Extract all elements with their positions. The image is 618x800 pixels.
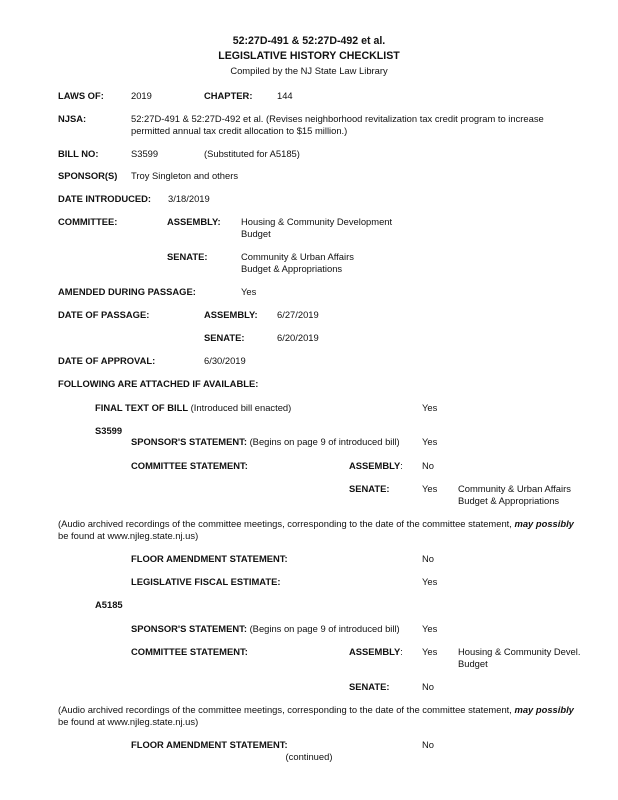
s3599-floor-value: No: [422, 553, 434, 564]
final-text-note: (Introduced bill enacted): [190, 402, 292, 413]
a5185-floor-label: FLOOR AMENDMENT STATEMENT:: [131, 739, 288, 750]
a5185-senate-label: SENATE:: [349, 681, 390, 692]
document-subtitle: LEGISLATIVE HISTORY CHECKLIST: [218, 50, 400, 62]
laws-of-value: 2019: [131, 90, 152, 101]
s3599-assembly-value: No: [422, 460, 434, 471]
s3599-fiscal-label: LEGISLATIVE FISCAL ESTIMATE:: [131, 576, 281, 587]
njsa-label: NJSA:: [58, 113, 87, 124]
s3599-senate-committee-line1: Community & Urban Affairs: [458, 483, 571, 494]
continued-note: (continued): [285, 751, 333, 762]
s3599-sponsor-label: SPONSOR'S STATEMENT:: [131, 436, 247, 447]
s3599-committee-label: COMMITTEE STATEMENT:: [131, 460, 248, 471]
s3599-assembly-row: [349, 460, 403, 471]
final-text-value: Yes: [422, 402, 438, 413]
a5185-heading: A5185: [95, 599, 123, 610]
a5185-assembly-committee-line1: Housing & Community Devel.: [458, 646, 581, 657]
date-introduced-value: 3/18/2019: [168, 193, 210, 204]
a5185-sponsor-note: (Begins on page 9 of introduced bill): [249, 623, 400, 634]
committee-label: COMMITTEE:: [58, 216, 118, 227]
a5185-audio-note-line2: be found at www.njleg.state.nj.us): [58, 716, 199, 727]
passage-senate-value: 6/20/2019: [277, 332, 319, 343]
document-title: 52:27D-491 & 52:27D-492 et al.: [232, 35, 386, 47]
s3599-audio-note-line2: be found at www.njleg.state.nj.us): [58, 530, 199, 541]
a5185-assembly-value: Yes: [422, 646, 438, 657]
a5185-assembly-colon: :: [400, 646, 403, 657]
s3599-sponsor-value: Yes: [422, 436, 438, 447]
s3599-audio-note-line1: (Audio archived recordings of the committee meetings, corresponding to the date of the committee statement, may possibly: [58, 518, 574, 529]
s3599-assembly-label: ASSEMBLY: [349, 460, 401, 471]
bill-no-note: (Substituted for A5185): [204, 148, 300, 159]
passage-assembly-value: 6/27/2019: [277, 309, 319, 320]
bill-no-value: S3599: [131, 148, 159, 159]
amended-value: Yes: [241, 286, 257, 297]
sponsors-value: Troy Singleton and others: [131, 170, 239, 181]
laws-of-label: LAWS OF:: [58, 90, 104, 101]
a5185-senate-value: No: [422, 681, 434, 692]
may-possibly-emphasis: may possibly: [514, 704, 574, 715]
s3599-assembly-colon: :: [400, 460, 403, 471]
attached-heading: FOLLOWING ARE ATTACHED IF AVAILABLE:: [58, 378, 259, 389]
committee-assembly-line1: Housing & Community Development: [241, 216, 393, 227]
njsa-line2: permitted annual tax credit allocation to $15 million.): [131, 125, 348, 136]
date-of-approval-value: 6/30/2019: [204, 355, 246, 366]
date-of-approval-label: DATE OF APPROVAL:: [58, 355, 156, 366]
may-possibly-emphasis: may possibly: [514, 518, 574, 529]
a5185-assembly-row: [349, 646, 403, 657]
s3599-senate-value: Yes: [422, 483, 438, 494]
final-text-row: [95, 402, 291, 413]
njsa-line1: 52:27D-491 & 52:27D-492 et al. (Revises neighborhood revitalization tax credit program to increase: [131, 113, 544, 124]
committee-assembly-label: ASSEMBLY:: [167, 216, 221, 227]
a5185-assembly-committee-line2: Budget: [458, 658, 488, 669]
committee-senate-label: SENATE:: [167, 251, 208, 262]
sponsors-label: SPONSOR(S): [58, 170, 118, 181]
committee-assembly-line2: Budget: [241, 228, 271, 239]
chapter-label: CHAPTER:: [204, 90, 253, 101]
bill-no-label: BILL NO:: [58, 148, 99, 159]
passage-senate-label: SENATE:: [204, 332, 245, 343]
a5185-assembly-label: ASSEMBLY: [349, 646, 401, 657]
s3599-sponsor-row: [131, 436, 400, 447]
passage-assembly-label: ASSEMBLY:: [204, 309, 258, 320]
a5185-sponsor-value: Yes: [422, 623, 438, 634]
s3599-heading: S3599: [95, 425, 123, 436]
s3599-fiscal-value: Yes: [422, 576, 438, 587]
committee-senate-line1: Community & Urban Affairs: [241, 251, 354, 262]
chapter-value: 144: [277, 90, 293, 101]
s3599-senate-committee-line2: Budget & Appropriations: [458, 495, 560, 506]
date-introduced-label: DATE INTRODUCED:: [58, 193, 152, 204]
s3599-floor-label: FLOOR AMENDMENT STATEMENT:: [131, 553, 288, 564]
amended-label: AMENDED DURING PASSAGE:: [58, 286, 196, 297]
a5185-floor-value: No: [422, 739, 434, 750]
s3599-senate-label: SENATE:: [349, 483, 390, 494]
a5185-sponsor-row: [131, 623, 400, 634]
compiled-by: Compiled by the NJ State Law Library: [230, 65, 388, 76]
a5185-sponsor-label: SPONSOR'S STATEMENT:: [131, 623, 247, 634]
a5185-committee-label: COMMITTEE STATEMENT:: [131, 646, 248, 657]
s3599-sponsor-note: (Begins on page 9 of introduced bill): [249, 436, 400, 447]
final-text-label: FINAL TEXT OF BILL: [95, 402, 189, 413]
committee-senate-line2: Budget & Appropriations: [241, 263, 343, 274]
date-of-passage-label: DATE OF PASSAGE:: [58, 309, 150, 320]
a5185-audio-note-line1: (Audio archived recordings of the committee meetings, corresponding to the date of the committee statement, may possibly: [58, 704, 574, 715]
